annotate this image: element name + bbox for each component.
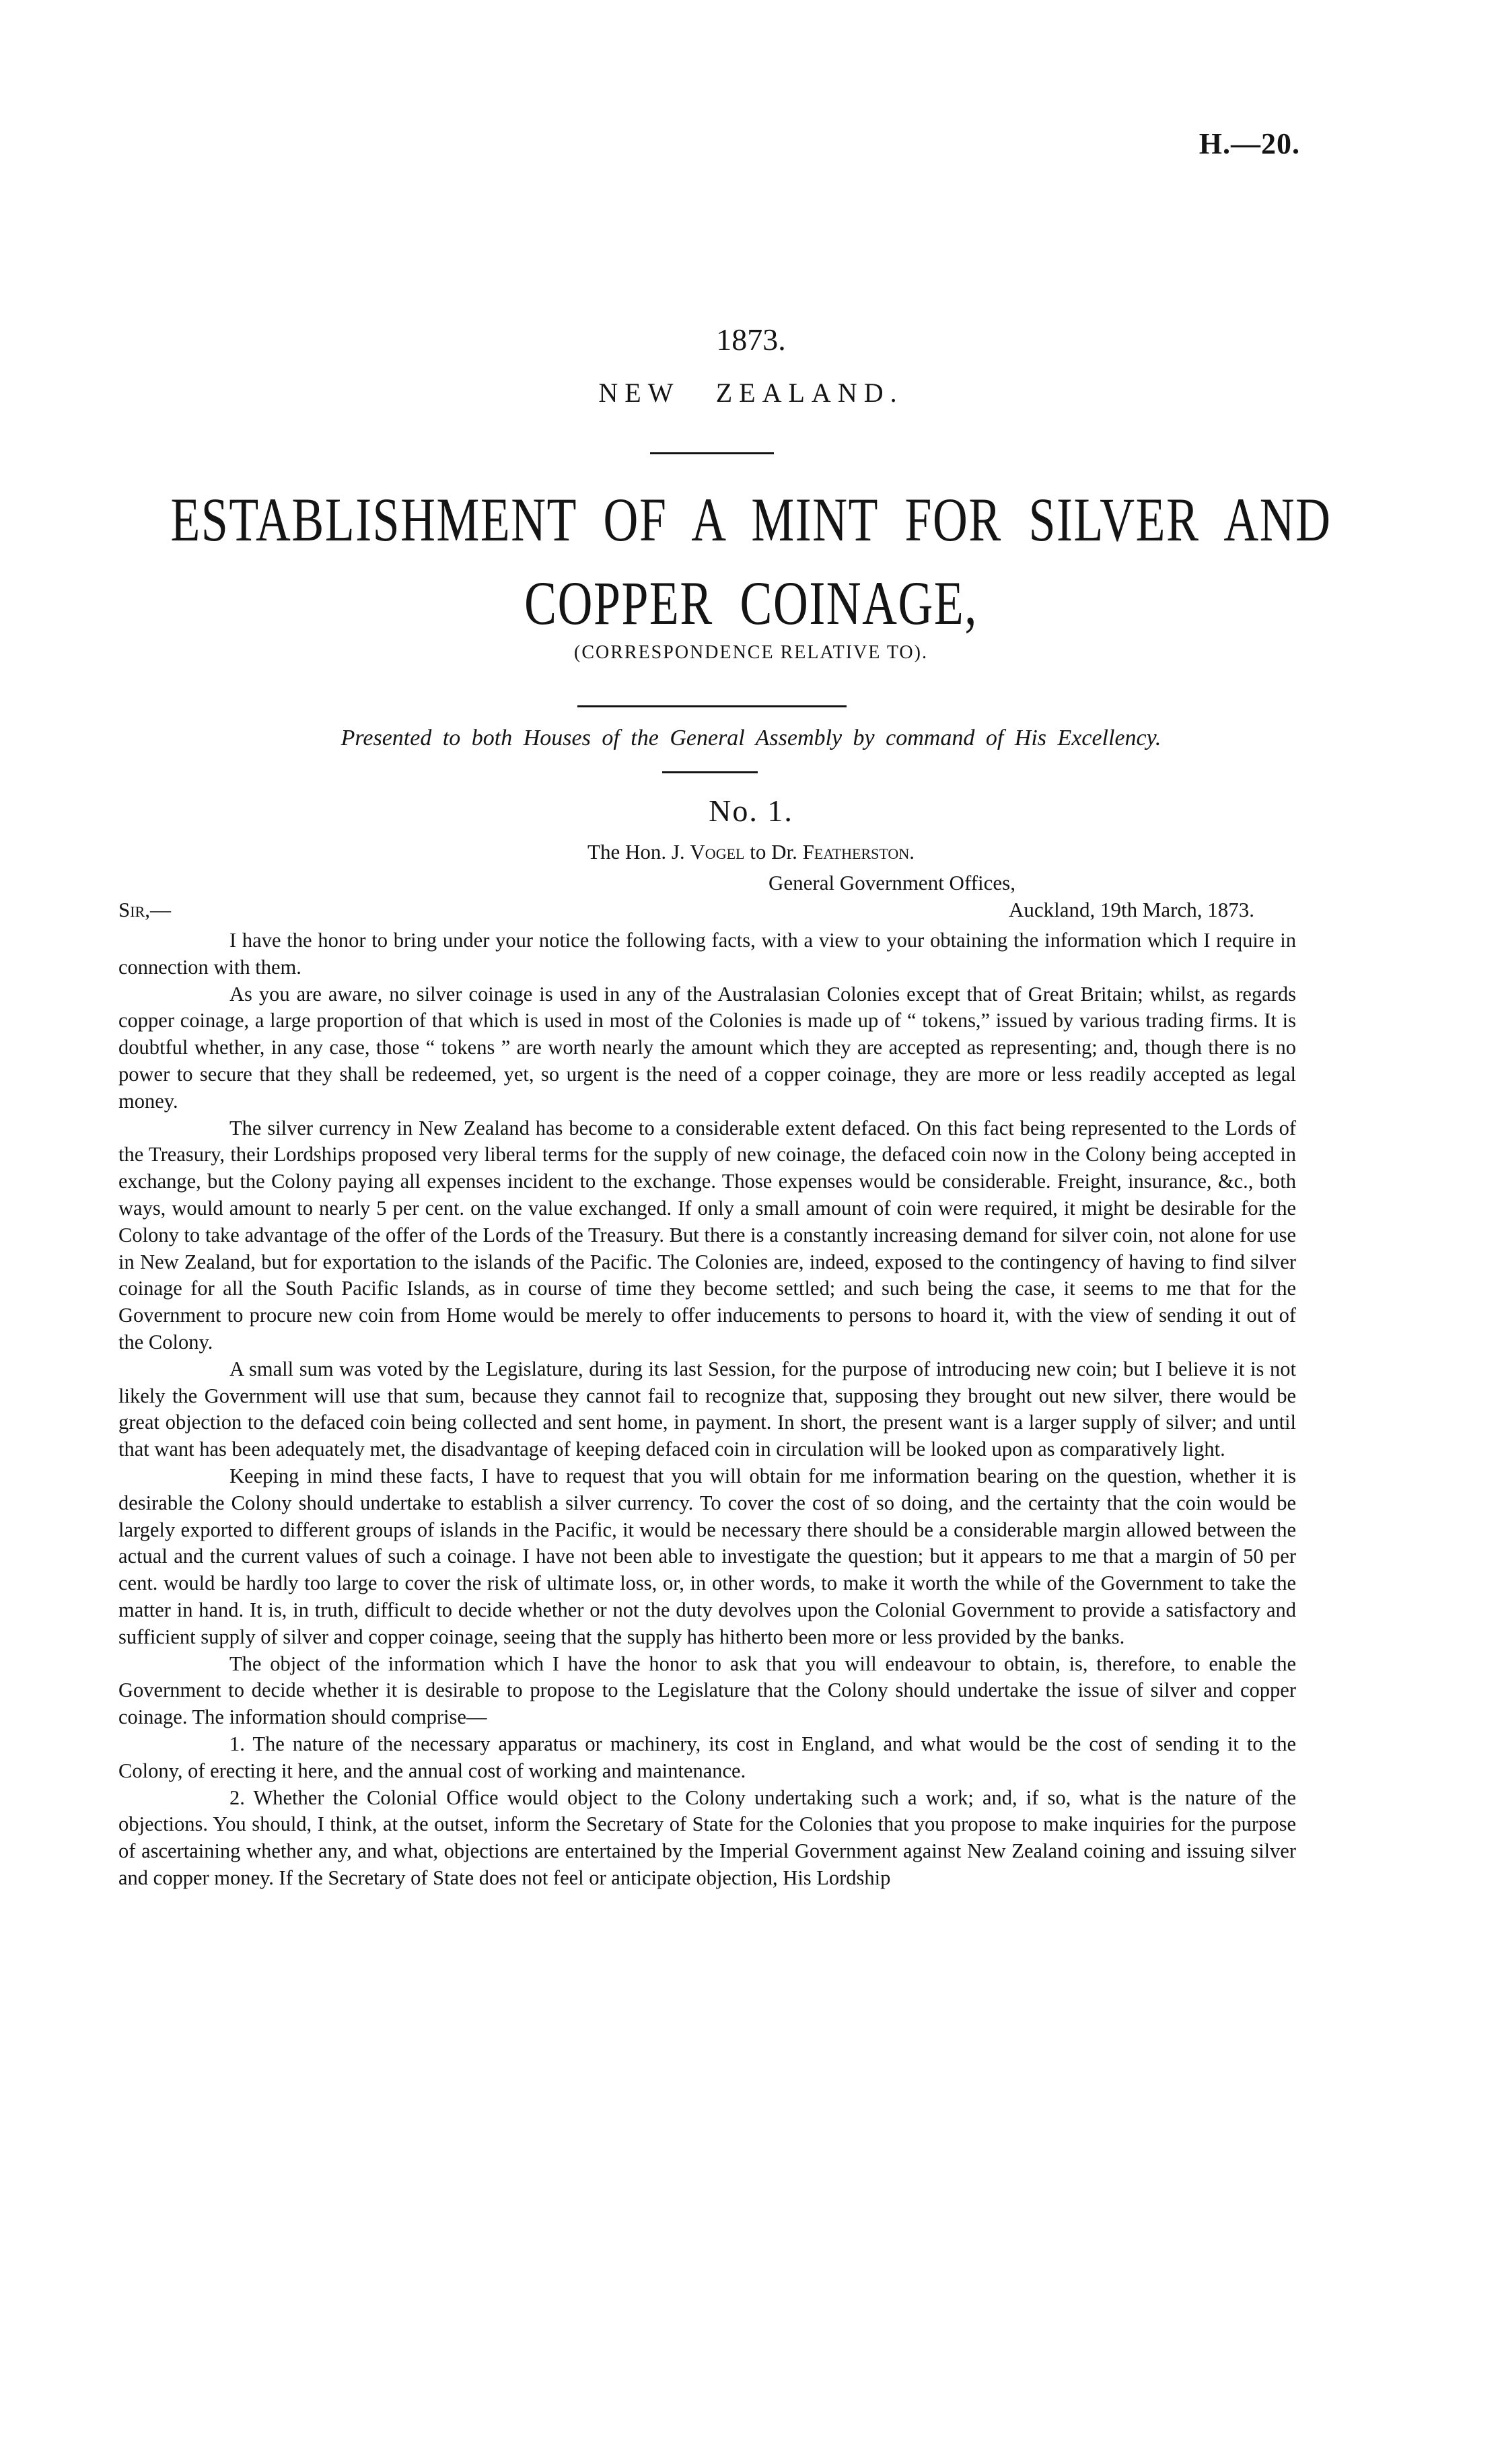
paragraph: The object of the information which I have the honor to ask that you will endeavour to obtain, is, therefore, to enable the Government to decide whether it is desirable to propose to the Legislature that the Colony should undertake the issue of silver and copper coinage. The information should comprise—: [118, 1652, 1296, 1729]
presented-line: Presented to both Houses of the General Assembly by command of His Excellency.: [341, 726, 1161, 750]
title-line-2: COPPER COINAGE,: [524, 569, 978, 637]
letter-from-to: [0, 840, 1502, 864]
paragraph: The silver currency in New Zealand has become to a considerable extent defaced. On this fact being represented to the Lords of the Treasury, their Lordships proposed very liberal terms for the supply of new coinage, the defaced coin now in the Colony being accepted in exchange, but the Colony paying all expenses incident to the exchange. Those expenses would be considerable. Freight, insurance, &c., both ways, would amount to nearly 5 per cent. on the value exchanged. If only a small amount of coin were required, it might be desirable for the Colony to take advantage of the offer of the Lords of the Treasury. But there is a constantly increasing demand for silver coin, not alone for use in New Zealand, but for exportation to the islands of the Pacific. The Colonies are, indeed, exposed to the contingency of having to find silver coinage for all the South Pacific Islands, as in course of time they become settled; and such being the case, it seems to me that for the Government to procure new coin from Home would be merely to offer inducements to persons to hoard it, with the view of sending it out of the Colony.: [118, 1116, 1296, 1353]
document-reference: H.—20.: [1199, 127, 1300, 160]
divider: [650, 452, 774, 454]
paragraph: A small sum was voted by the Legislature, during its last Session, for the purpose of introducing new coin; but I believe it is not likely the Government will use that sum, because they cannot fail to recognize that, supposing they brought out new silver, there would be great objection to the defaced coin being collected and sent home, in payment. In short, the present want is a larger supply of silver; and until that want has been adequately met, the disadvantage of keeping defaced coin in circulation will be looked upon as comparatively light.: [118, 1357, 1296, 1461]
divider: [662, 771, 758, 773]
title-line-1: ESTABLISHMENT OF A MINT FOR SILVER AND: [170, 485, 1332, 554]
letter-number: No. 1.: [709, 794, 793, 828]
paragraph: As you are aware, no silver coinage is used in any of the Australasian Colonies except that of Great Britain; whilst, as regards copper coinage, a large proportion of that which is used in most of the Colonies is made up of “ tokens,” issued by various trading firms. It is doubtful whether, in any case, those “ tokens ” are worth nearly the amount which they are accepted as representing; and, though there is no power to secure that they shall be redeemed, yet, so urgent is the need of a copper coinage, they are more or less readily accepted as legal money.: [118, 982, 1296, 1113]
document-subtitle: (CORRESPONDENCE RELATIVE TO).: [574, 642, 928, 663]
document-country: NEW ZEALAND.: [598, 378, 904, 408]
document-title: [166, 478, 1337, 645]
list-item: 2. Whether the Colonial Office would object to the Colony undertaking such a work; and, if so, what is the nature of the objections. You should, I think, at the outset, inform the Secretary of State for the Colonies that you propose to make inquiries for the purpose of ascertaining whether any, and what, objections are entertained by the Imperial Government against New Zealand coining and issuing silver and copper money. If the Secretary of State does not feel or anticipate objection, His Lordship: [118, 1786, 1296, 1889]
from-name: Vogel: [690, 840, 745, 864]
letter-date: Auckland, 19th March, 1873.: [1008, 898, 1254, 921]
list-item: 1. The nature of the necessary apparatus or machinery, its cost in England, and what would be the cost of sending it to the Colony, of erecting it here, and the annual cost of working and maintenance.: [118, 1732, 1296, 1782]
to-word: to Dr.: [750, 840, 797, 864]
divider: [577, 705, 847, 707]
paragraph: I have the honor to bring under your notice the following facts, with a view to your obtaining the information which I require in connection with them.: [118, 929, 1296, 979]
from-prefix: The Hon. J.: [587, 840, 685, 864]
letter-body: [118, 927, 1296, 1892]
document-year: 1873.: [716, 322, 786, 357]
letter-salutation: Sir,—: [118, 898, 171, 921]
to-name: Featherston.: [802, 840, 915, 864]
paragraph: Keeping in mind these facts, I have to request that you will obtain for me information bearing on the question, whether it is desirable the Colony should undertake to establish a silver currency. To cover the cost of so doing, and the certainty that the coin would be largely exported to different groups of islands in the Pacific, it would be necessary there should be a considerable margin allowed between the actual and the current values of such a coinage. I have not been able to investigate the question; but it appears to me that a margin of 50 per cent. would be hardly too large to cover the risk of ultimate loss, or, in other words, to make it worth the while of the Government to take the matter in hand. It is, in truth, difficult to decide whether or not the duty devolves upon the Colonial Government to provide a satisfactory and sufficient supply of silver and copper coinage, seeing that the supply has hitherto been more or less provided by the banks.: [118, 1464, 1296, 1648]
letter-place: General Government Offices,: [768, 871, 1015, 894]
